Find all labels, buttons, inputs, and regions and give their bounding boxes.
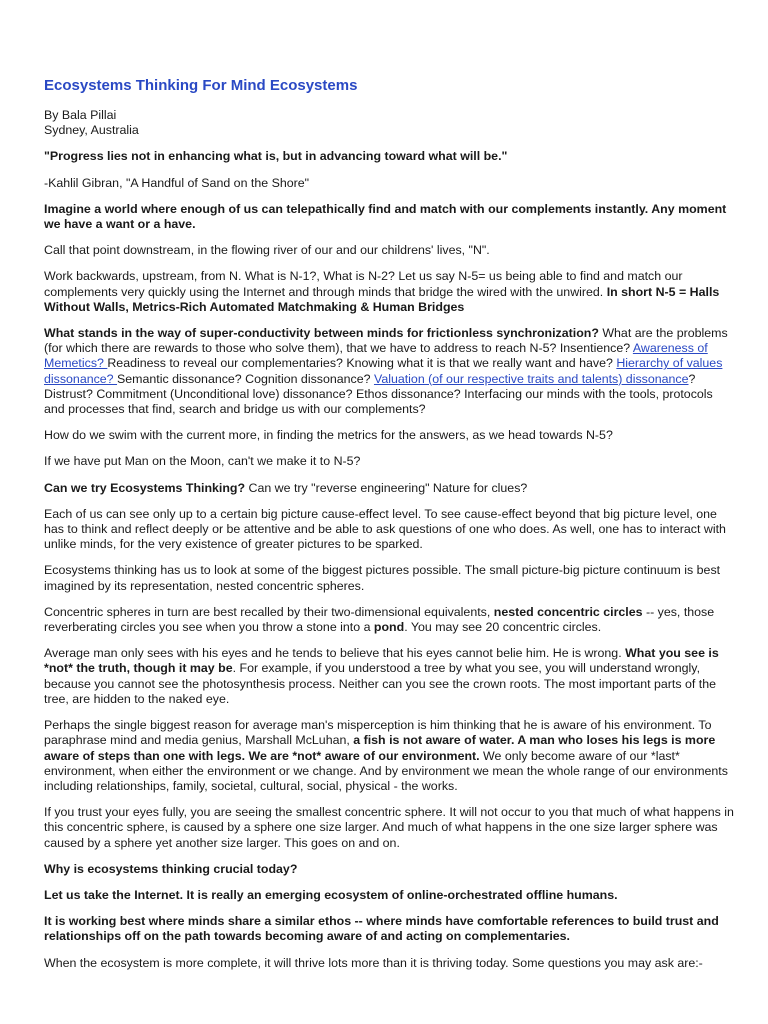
concentric-bold-1: nested concentric circles <box>493 604 643 619</box>
work-backwards-text: Work backwards, upstream, from N. What is N-1?, What is N-2? Let us say N-5= us being able to find and match our complements very quickly using the Internet and through minds that bridge the wired with the unwired. <box>44 269 683 299</box>
imagine-paragraph <box>44 202 734 232</box>
why-paragraph <box>44 862 734 877</box>
perhaps-text-2: We only become aware of our *last* environment, when either the environment or we change. And by environment we mean the whole range of our environments including relationships, family, societal, cultural, social, physical - the works. <box>44 748 728 793</box>
working-bold: It is working best where minds share a similar ethos -- where minds have comfortable references to build trust and relationships off on the path towards becoming aware of and acting on complementaries. <box>44 914 719 944</box>
trust-paragraph: If you trust your eyes fully, you are seeing the smallest concentric sphere. It will not occur to you that much of what happens in this concentric sphere, is caused by a sphere one size larger. And much of what happens in the one size larger sphere was caused by a sphere yet another size larger. This goes on and on. <box>44 805 734 850</box>
working-paragraph <box>44 914 734 944</box>
location: Sydney, Australia <box>44 123 139 138</box>
stands-text-4: ? Distrust? Commitment (Unconditional love) dissonance? Ethos dissonance? Interfacing our minds with the tools, protocols and processes that find, search and bridge us with our complements? <box>44 371 713 417</box>
call-point-paragraph: Call that point downstream, in the flowing river of our and our childrens' lives, "N". <box>44 243 490 258</box>
quote-text: "Progress lies not in enhancing what is, but in advancing toward what will be." <box>44 149 508 164</box>
average-paragraph <box>44 646 734 707</box>
link-awareness-of-memetics[interactable]: Awareness of Memetics? <box>44 341 708 371</box>
concentric-bold-2: pond <box>373 620 405 635</box>
concentric-text-2: -- yes, those reverberating circles you see when you throw a stone into a <box>44 604 715 635</box>
stands-bold: What stands in the way of super-conductivity between minds for frictionless synchronization? <box>44 326 599 341</box>
concentric-text-3: . You may see 20 concentric circles. <box>404 620 602 635</box>
each-paragraph: Each of us can see only up to a certain big picture cause-effect level. To see cause-effect beyond that big picture level, one has to think and reflect deeply or be attentive and be able to ask questions of one who does. As well, one has to interact with unlike minds, for the very existence of greater pictures to be sparked. <box>44 506 726 552</box>
try-bold: Can we try Ecosystems Thinking? <box>44 480 246 495</box>
try-paragraph <box>44 481 734 496</box>
article-title: Ecosystems Thinking For Mind Ecosystems <box>44 77 358 94</box>
perhaps-bold: a fish is not aware of water. A man who loses his legs is more aware of steps than one with legs. We are *not* aware of our environment. <box>44 733 716 763</box>
when-paragraph: When the ecosystem is more complete, it will thrive lots more than it is thriving today. Some questions you may ask are:- <box>44 955 703 970</box>
perhaps-text-1: Perhaps the single biggest reason for average man's misperception is him thinking that he is aware of his environment. To paraphrase mind and media genius, Marshall McLuhan, <box>44 718 712 748</box>
stands-text-2: Readiness to reveal our complementaries? Knowing what it is that we really want and have? <box>107 356 617 371</box>
stands-text-3: Semantic dissonance? Cognition dissonance? <box>117 371 374 386</box>
concentric-text-1: Concentric spheres in turn are best recalled by their two-dimensional equivalents, <box>44 604 494 619</box>
perhaps-paragraph <box>44 718 734 794</box>
internet-bold: Let us take the Internet. It is really an emerging ecosystem of online-orchestrated offline humans. <box>44 887 618 902</box>
swim-paragraph: How do we swim with the current more, in finding the metrics for the answers, as we head towards N-5? <box>44 428 613 443</box>
quote-attribution: -Kahlil Gibran, "A Handful of Sand on the Shore" <box>44 175 310 190</box>
work-backwards-bold: In short N-5 = Halls Without Walls, Metrics-Rich Automated Matchmaking & Human Bridges <box>44 284 720 314</box>
stands-paragraph <box>44 326 734 417</box>
average-text-1: Average man only sees with his eyes and he tends to believe that his eyes cannot belie him. He is wrong. <box>44 646 626 661</box>
author: By Bala Pillai <box>44 108 117 122</box>
try-text: Can we try "reverse engineering" Nature for clues? <box>245 480 528 495</box>
average-text-2: . For example, if you understood a tree by what you see, you will understand wrongly, because you cannot see the photosynthesis process. Neither can you see the crown roots. The most important parts of the tree, are hidden to the naked eye. <box>44 661 716 706</box>
byline <box>44 108 734 138</box>
imagine-text: Imagine a world where enough of us can telepathically find and match with our complements instantly. Any moment we have a want or a have. <box>44 201 727 232</box>
ecosystems-paragraph: Ecosystems thinking has us to look at some of the biggest pictures possible. The small picture-big picture continuum is best imagined by its representation, nested concentric spheres. <box>44 563 721 593</box>
average-bold: What you see is *not* the truth, though it may be <box>44 646 719 676</box>
concentric-paragraph <box>44 605 734 635</box>
work-backwards-paragraph <box>44 269 734 315</box>
moon-paragraph: If we have put Man on the Moon, can't we make it to N-5? <box>44 454 361 469</box>
link-hierarchy-of-values[interactable]: Hierarchy of values dissonance? <box>44 356 723 386</box>
internet-paragraph <box>44 888 734 903</box>
quote <box>44 149 734 164</box>
article <box>44 76 734 982</box>
stands-text-1: What are the problems (for which there are rewards to those who solve them), that we have to address to reach N-5? Insentience? <box>44 326 728 356</box>
why-bold: Why is ecosystems thinking crucial today? <box>44 861 298 876</box>
link-valuation-dissonance[interactable]: Valuation (of our respective traits and talents) dissonance <box>373 371 689 386</box>
